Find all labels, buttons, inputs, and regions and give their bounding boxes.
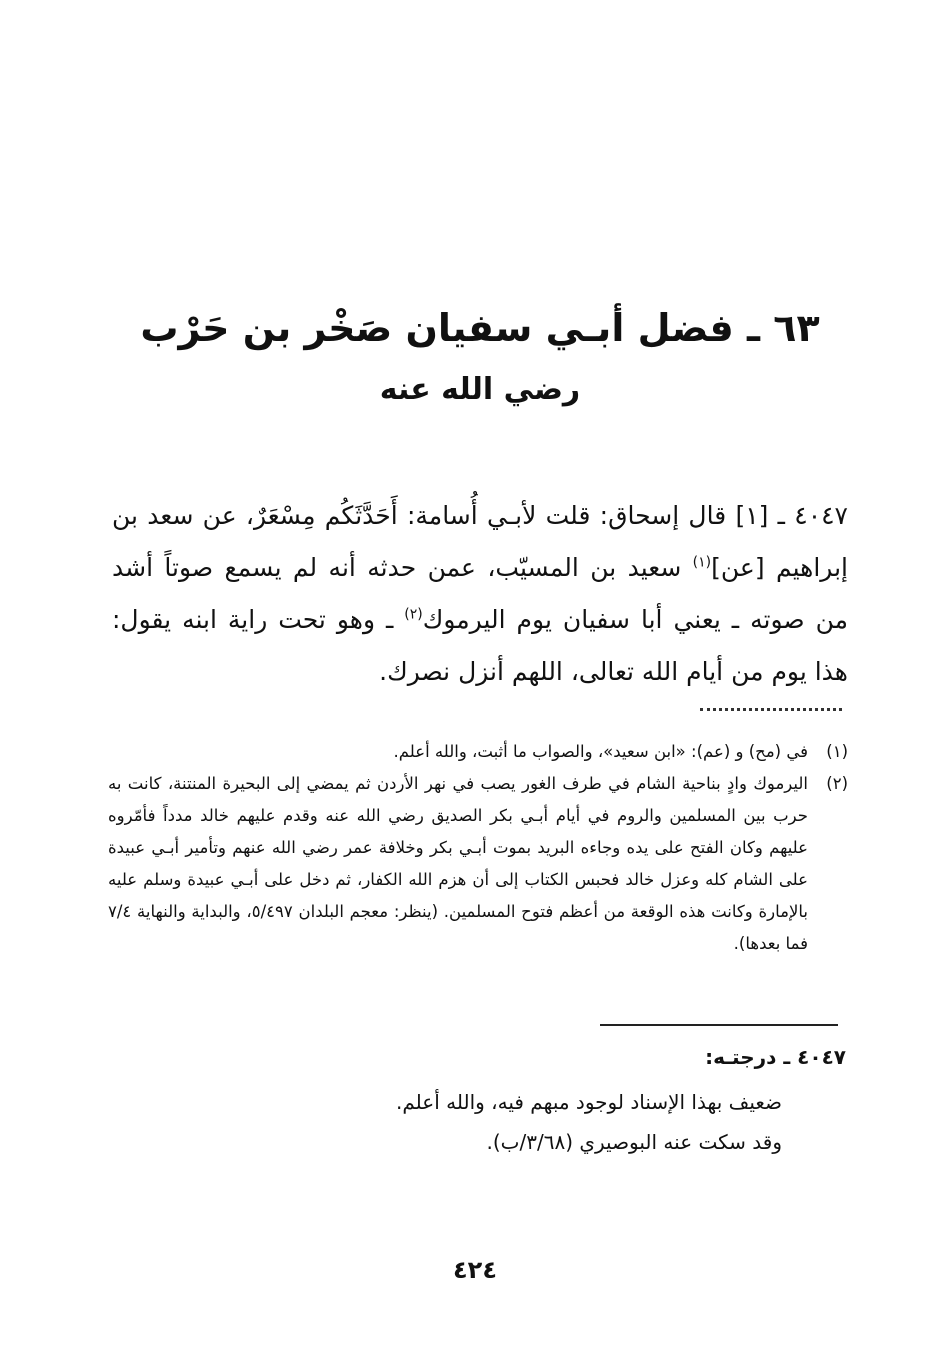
footnote-marker-2: (٢) (404, 606, 423, 623)
grade-verdict: ضعيف بهذا الإسناد لوجود مبهم فيه، والله أعلم. (396, 1090, 782, 1114)
hadith-text-part-1: قال إسحاق: قلت لأبـي أُسامة: أَحَدَّثَكُم مِسْعَرٌ، عن سعد بن إبراهيم [عن] (112, 501, 848, 582)
chapter-title: ٦٣ ـ فضل أبـي سفيان صَخْر بن حَرْب (140, 306, 820, 350)
footnote (108, 736, 848, 768)
grade-separator (600, 1024, 838, 1026)
footnote-marker-1: (١) (692, 554, 712, 571)
grade-heading: ٤٠٤٧ ـ درجتـه: (705, 1045, 846, 1069)
hadith-text-part-2: سعيد بن المسيّب، عمن حدثه أنه لم يسمع صوتاً أشد من صوته ـ يعني أبا سفيان يوم اليرموك (112, 553, 848, 634)
footnotes (108, 736, 848, 960)
footnote-number: (٢) (826, 774, 848, 793)
page-number: ٤٢٤ (453, 1256, 497, 1284)
grade-note: وقد سكت عنه البوصيري (٣/٦٨/ب). (486, 1130, 782, 1154)
chapter-subtitle: رضي الله عنه (379, 372, 581, 407)
grade-section (300, 1082, 782, 1162)
footnote-number: (١) (826, 742, 848, 761)
hadith-text-part-3: ـ وهو تحت راية ابنه يقول: هذا يوم من أيام الله تعالى، اللهم أنزل نصرك. (112, 605, 848, 686)
footnote-text: اليرموك وادٍ بناحية الشام في طرف الغور يصب في نهر الأردن ثم يمضي إلى البحيرة المنتنة، كانت به حرب بين المسلمين والروم في أيام أبـي بكر الصديق رضي الله عنه وقدم عليهم خالد مدداً فأمّروه عليهم وكان الفتح على يده وجاءه البريد بموت أبـي بكر وخلافة عمر رضي الله عنهم وتأمير أبـي عبيدة على الشام كله وعزل خالد فحبس الكتاب إلى أن هزم الله الكفار، ثم دخل على أبـي عبيدة وسلم عليه بالإمارة وكانت هذه الوقعة من أعظم فتوح المسلمين. (ينظر: معجم البلدان ٥/٤٩٧، والبداية والنهاية ٧/٤ فما بعدها). (108, 774, 809, 953)
footnote-separator (700, 708, 842, 711)
footnote-text: في (مح) و (عم): «ابن سعيد»، والصواب ما أثبت، والله أعلم. (393, 742, 808, 761)
hadith-text (112, 490, 848, 698)
footnote (108, 768, 848, 960)
hadith-number: ٤٠٤٧ ـ [١] (735, 501, 848, 530)
